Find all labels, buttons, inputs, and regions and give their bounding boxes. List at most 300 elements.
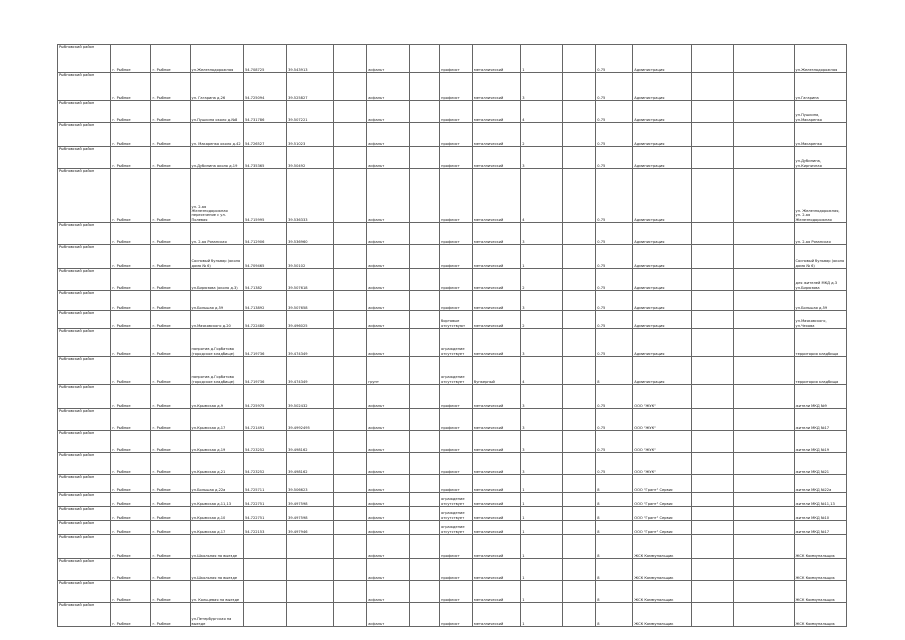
table-cell: профлист bbox=[440, 147, 473, 169]
table-cell: ограждение отсутствует bbox=[440, 521, 473, 535]
table-cell: ул. Макаренко около д.42 bbox=[190, 123, 243, 147]
table-cell: 3 bbox=[521, 291, 563, 311]
table-cell: Рыбновский район bbox=[58, 245, 111, 269]
table-cell: 1 bbox=[521, 559, 563, 581]
table-cell: 54.731786 bbox=[243, 101, 286, 123]
table-cell: 0.75 bbox=[596, 147, 633, 169]
table-cell bbox=[733, 147, 794, 169]
table-cell: 0.75 bbox=[596, 385, 633, 409]
table-cell: г. Рыбное bbox=[151, 269, 190, 291]
table-cell bbox=[563, 123, 596, 147]
table-cell: 39.507618 bbox=[287, 269, 334, 291]
table-cell: металлический bbox=[473, 385, 521, 409]
table-cell bbox=[334, 475, 367, 493]
table-cell bbox=[410, 169, 440, 223]
table-cell: профлист bbox=[440, 291, 473, 311]
table-cell: г. Рыбное bbox=[111, 535, 151, 559]
table-cell bbox=[334, 581, 367, 603]
table-cell: 3 bbox=[521, 431, 563, 453]
table-cell: асфальт bbox=[367, 169, 410, 223]
table-cell: 1 bbox=[521, 581, 563, 603]
table-cell bbox=[733, 73, 794, 101]
table-cell: г. Рыбное bbox=[151, 169, 190, 223]
table-cell: 0.75 bbox=[596, 291, 633, 311]
table-cell bbox=[733, 385, 794, 409]
table-cell bbox=[691, 409, 733, 431]
table-cell bbox=[691, 493, 733, 507]
table-row bbox=[58, 291, 847, 311]
table-cell: ул.Крымская д.17 bbox=[190, 409, 243, 431]
table-cell: г. Рыбное bbox=[111, 223, 151, 245]
table-cell bbox=[410, 329, 440, 357]
table-cell: Администрация bbox=[633, 45, 692, 73]
table-cell: профлист bbox=[440, 559, 473, 581]
table-cell: Рыбновский район bbox=[58, 311, 111, 329]
table-cell: металлический bbox=[473, 269, 521, 291]
table-cell: 3 bbox=[521, 329, 563, 357]
table-cell: Рыбновский район bbox=[58, 101, 111, 123]
table-cell: металлический bbox=[473, 245, 521, 269]
table-cell: Администрация bbox=[633, 223, 692, 245]
table-cell bbox=[691, 291, 733, 311]
table-cell bbox=[563, 223, 596, 245]
table-cell: г. Рыбное bbox=[111, 311, 151, 329]
table-cell: Администрация bbox=[633, 329, 692, 357]
table-cell: Администрация bbox=[633, 311, 692, 329]
table-cell bbox=[691, 475, 733, 493]
table-row bbox=[58, 73, 847, 101]
table-cell: ул.Железнодорожная bbox=[794, 45, 846, 73]
table-cell bbox=[243, 559, 286, 581]
table-cell: профлист bbox=[440, 581, 473, 603]
table-cell: 39.474349 bbox=[287, 357, 334, 385]
table-row bbox=[58, 169, 847, 223]
table-cell: 1 bbox=[521, 245, 563, 269]
table-cell: напротив д.Горбатово (городское кладбище) bbox=[190, 329, 243, 357]
table-cell: 39.506623 bbox=[287, 475, 334, 493]
table-cell: 3 bbox=[521, 73, 563, 101]
table-cell bbox=[410, 521, 440, 535]
table-cell: 54.722751 bbox=[243, 493, 286, 507]
table-cell: профлист bbox=[440, 431, 473, 453]
table-cell: 54.722480 bbox=[243, 311, 286, 329]
table-row bbox=[58, 453, 847, 475]
table-cell: ул.Пушкина около д.№8 bbox=[190, 101, 243, 123]
table-cell: ЖСК Коммунальщик bbox=[633, 581, 692, 603]
table-cell: 39.498162 bbox=[287, 431, 334, 453]
table-cell bbox=[691, 357, 733, 385]
table-cell: 0.75 bbox=[596, 169, 633, 223]
table-cell bbox=[733, 357, 794, 385]
table-cell: напротив д.Горбатово (городское кладбище) bbox=[190, 357, 243, 385]
table-cell bbox=[733, 245, 794, 269]
table-cell: 39.536960 bbox=[287, 223, 334, 245]
table-cell bbox=[334, 291, 367, 311]
table-cell bbox=[410, 291, 440, 311]
table-cell: ограждение отсутствует bbox=[440, 493, 473, 507]
table-cell: г. Рыбное bbox=[151, 559, 190, 581]
table-cell: ул.Школьная на выезде bbox=[190, 559, 243, 581]
table-cell: 3 bbox=[521, 385, 563, 409]
table-cell: г. Рыбное bbox=[111, 453, 151, 475]
table-cell: асфальт bbox=[367, 385, 410, 409]
table-row bbox=[58, 521, 847, 535]
table-cell bbox=[563, 559, 596, 581]
table-cell: 0.75 bbox=[596, 431, 633, 453]
table-cell: 0.75 bbox=[596, 45, 633, 73]
table-cell: 0.75 bbox=[596, 311, 633, 329]
table-cell: ООО "Грант" Сервис bbox=[633, 521, 692, 535]
table-cell: Администрация bbox=[633, 357, 692, 385]
table-cell: 39.50102 bbox=[287, 245, 334, 269]
table-cell: г. Рыбное bbox=[151, 245, 190, 269]
table-cell bbox=[287, 535, 334, 559]
table-cell: 8 bbox=[596, 475, 633, 493]
table-cell: 54.708725 bbox=[243, 45, 286, 73]
table-cell: г. Рыбное bbox=[111, 559, 151, 581]
table-cell: 54.723252 bbox=[243, 453, 286, 475]
table-cell: 54.713892 bbox=[243, 291, 286, 311]
table-cell bbox=[733, 311, 794, 329]
spreadsheet-page bbox=[57, 44, 847, 627]
table-cell: г. Рыбное bbox=[111, 245, 151, 269]
table-cell: 8 bbox=[596, 507, 633, 521]
table-cell: ул.Железнодорожная bbox=[190, 45, 243, 73]
table-cell: ограждение отсутствует bbox=[440, 357, 473, 385]
table-row bbox=[58, 409, 847, 431]
table-cell: ул. 2-ая Рязанская bbox=[794, 223, 846, 245]
table-cell: ЖСК Коммунальщик bbox=[794, 559, 846, 581]
table-cell bbox=[691, 73, 733, 101]
table-cell bbox=[410, 475, 440, 493]
table-cell bbox=[691, 581, 733, 603]
table-cell: жители МКД №11,13 bbox=[794, 493, 846, 507]
table-cell: г. Рыбное bbox=[151, 493, 190, 507]
table-cell bbox=[733, 507, 794, 521]
table-cell: асфальт bbox=[367, 245, 410, 269]
table-cell: Администрация bbox=[633, 101, 692, 123]
table-cell: г. Рыбное bbox=[151, 291, 190, 311]
table-cell: асфальт bbox=[367, 581, 410, 603]
table-cell: профлист bbox=[440, 453, 473, 475]
table-cell: ООО "ЖУК" bbox=[633, 385, 692, 409]
table-cell: асфальт bbox=[367, 507, 410, 521]
table-cell: Рыбновский район bbox=[58, 269, 111, 291]
table-cell: г. Рыбное bbox=[111, 431, 151, 453]
table-cell: г. Рыбное bbox=[151, 311, 190, 329]
table-cell: ул. 2-ая Железнодорожная пересечение с ул. Полевая bbox=[190, 169, 243, 223]
table-cell: г. Рыбное bbox=[151, 147, 190, 169]
table-cell: ул. Гагарина д.26 bbox=[190, 73, 243, 101]
table-cell: Администрация bbox=[633, 73, 692, 101]
table-cell bbox=[691, 101, 733, 123]
table-cell: металлический bbox=[473, 475, 521, 493]
table-cell bbox=[563, 475, 596, 493]
table-cell: металлический bbox=[473, 329, 521, 357]
table-cell: г. Рыбное bbox=[111, 269, 151, 291]
table-cell: 3 bbox=[521, 223, 563, 245]
table-cell bbox=[563, 147, 596, 169]
table-cell: ул.Крымская д.10 bbox=[190, 507, 243, 521]
table-cell: 3 bbox=[521, 147, 563, 169]
table-cell bbox=[691, 535, 733, 559]
table-cell bbox=[334, 269, 367, 291]
table-cell: Рыбновский район bbox=[58, 147, 111, 169]
table-cell: профлист bbox=[440, 409, 473, 431]
table-cell: 54.719736 bbox=[243, 329, 286, 357]
table-cell bbox=[410, 409, 440, 431]
table-cell: жители МКД №10 bbox=[794, 507, 846, 521]
table-cell: ул.Маяковского, ул.Чехова bbox=[794, 311, 846, 329]
table-cell: 8 bbox=[596, 357, 633, 385]
table-row bbox=[58, 101, 847, 123]
table-row bbox=[58, 357, 847, 385]
table-cell: ул.Большая д.59 bbox=[190, 291, 243, 311]
table-cell: Администрация bbox=[633, 291, 692, 311]
table-cell: Рыбновский район bbox=[58, 603, 111, 627]
table-cell: асфальт bbox=[367, 453, 410, 475]
table-cell: 54.725711 bbox=[243, 475, 286, 493]
table-cell: 0.75 bbox=[596, 409, 633, 431]
table-row bbox=[58, 329, 847, 357]
table-cell bbox=[691, 603, 733, 627]
table-cell bbox=[243, 603, 286, 627]
table-cell: асфальт bbox=[367, 223, 410, 245]
table-cell: жители МКД №9 bbox=[794, 385, 846, 409]
table-cell: профлист bbox=[440, 603, 473, 627]
table-cell: г. Рыбное bbox=[111, 123, 151, 147]
table-cell: 54.726527 bbox=[243, 123, 286, 147]
table-cell: ул. 2-ая Рязанская bbox=[190, 223, 243, 245]
table-cell: асфальт bbox=[367, 311, 410, 329]
table-cell bbox=[563, 101, 596, 123]
table-body bbox=[58, 45, 847, 627]
table-cell: жители МКД №17 bbox=[794, 521, 846, 535]
table-cell: металлический bbox=[473, 521, 521, 535]
table-cell bbox=[733, 431, 794, 453]
table-cell: 3 bbox=[521, 409, 563, 431]
table-cell: Рыбновский район bbox=[58, 453, 111, 475]
table-cell: 54.712906 bbox=[243, 223, 286, 245]
table-cell: ООО "ЖУК" bbox=[633, 431, 692, 453]
table-cell: Рыбновский район bbox=[58, 123, 111, 147]
table-cell bbox=[563, 357, 596, 385]
table-cell: ул. Железнодорожная, ул. 2-ая Железнодорожная bbox=[794, 169, 846, 223]
table-cell bbox=[733, 493, 794, 507]
table-cell bbox=[287, 581, 334, 603]
table-cell bbox=[733, 475, 794, 493]
table-cell: г. Рыбное bbox=[111, 147, 151, 169]
table-cell: г. Рыбное bbox=[151, 507, 190, 521]
table-cell: металлический bbox=[473, 493, 521, 507]
table-cell bbox=[334, 123, 367, 147]
table-cell: г. Рыбное bbox=[151, 581, 190, 603]
table-cell bbox=[733, 521, 794, 535]
table-cell: профлист bbox=[440, 535, 473, 559]
table-cell bbox=[334, 169, 367, 223]
table-cell bbox=[733, 603, 794, 627]
table-row bbox=[58, 431, 847, 453]
table-cell: металлический bbox=[473, 101, 521, 123]
table-cell bbox=[691, 453, 733, 475]
table-cell bbox=[410, 123, 440, 147]
table-cell bbox=[243, 535, 286, 559]
table-cell: бункерный bbox=[473, 357, 521, 385]
table-cell: ул.Дубинина около д.19 bbox=[190, 147, 243, 169]
table-cell: 39.497598 bbox=[287, 493, 334, 507]
table-cell: 0.75 bbox=[596, 329, 633, 357]
table-cell: г. Рыбное bbox=[151, 453, 190, 475]
table-cell bbox=[334, 223, 367, 245]
table-cell: Рыбновский район bbox=[58, 535, 111, 559]
table-cell bbox=[691, 559, 733, 581]
table-cell: ЖСК Коммунальщик bbox=[633, 535, 692, 559]
table-cell: Рыбновский район bbox=[58, 559, 111, 581]
table-row bbox=[58, 123, 847, 147]
table-cell bbox=[334, 45, 367, 73]
table-cell: ул.Школьная на выезде bbox=[190, 535, 243, 559]
table-row bbox=[58, 581, 847, 603]
table-cell: г. Рыбное bbox=[111, 603, 151, 627]
table-row bbox=[58, 223, 847, 245]
table-cell: ул.Бирюзова (около д.3) bbox=[190, 269, 243, 291]
table-cell: асфальт bbox=[367, 409, 410, 431]
table-cell: 39.498162 bbox=[287, 453, 334, 475]
table-cell: профлист bbox=[440, 123, 473, 147]
table-cell bbox=[243, 581, 286, 603]
table-cell bbox=[410, 147, 440, 169]
table-cell: Администрация bbox=[633, 123, 692, 147]
table-cell: 4 bbox=[521, 357, 563, 385]
table-cell bbox=[410, 45, 440, 73]
table-cell: Администрация bbox=[633, 269, 692, 291]
table-cell bbox=[691, 123, 733, 147]
table-cell bbox=[563, 73, 596, 101]
table-cell bbox=[563, 291, 596, 311]
table-cell: ул.Петербургская на выезде bbox=[190, 603, 243, 627]
table-cell bbox=[410, 245, 440, 269]
table-cell bbox=[563, 493, 596, 507]
table-cell: 0.75 bbox=[596, 73, 633, 101]
table-cell: г. Рыбное bbox=[151, 329, 190, 357]
table-cell: г. Рыбное bbox=[151, 535, 190, 559]
table-cell bbox=[410, 73, 440, 101]
table-cell bbox=[733, 45, 794, 73]
table-cell: 1 bbox=[521, 45, 563, 73]
table-cell: 1 bbox=[521, 507, 563, 521]
table-cell: ООО "ЖУК" bbox=[633, 453, 692, 475]
table-cell: г. Рыбное bbox=[151, 101, 190, 123]
table-cell: 8 bbox=[596, 535, 633, 559]
table-cell: Рыбновский район bbox=[58, 329, 111, 357]
table-cell bbox=[563, 453, 596, 475]
table-cell: металлический bbox=[473, 581, 521, 603]
table-cell: жители МКД №22а bbox=[794, 475, 846, 493]
table-cell: 0.75 bbox=[596, 269, 633, 291]
table-cell: 2 bbox=[521, 269, 563, 291]
table-row bbox=[58, 475, 847, 493]
table-cell: металлический bbox=[473, 291, 521, 311]
table-cell bbox=[410, 559, 440, 581]
table-cell: профлист bbox=[440, 45, 473, 73]
table-cell: 54.725975 bbox=[243, 385, 286, 409]
table-cell: г. Рыбное bbox=[151, 73, 190, 101]
table-cell: 0.75 bbox=[596, 453, 633, 475]
table-cell: г. Рыбное bbox=[111, 521, 151, 535]
table-cell bbox=[334, 385, 367, 409]
table-cell: жители МКД №17 bbox=[794, 409, 846, 431]
table-cell: ЖСК Коммунальщик bbox=[633, 559, 692, 581]
table-cell bbox=[410, 269, 440, 291]
table-cell: ООО "Грант" Сервис bbox=[633, 493, 692, 507]
table-cell: металлический bbox=[473, 45, 521, 73]
table-cell bbox=[410, 581, 440, 603]
table-cell: Рыбновский район bbox=[58, 357, 111, 385]
table-cell: 39.507658 bbox=[287, 291, 334, 311]
table-cell bbox=[691, 223, 733, 245]
table-cell bbox=[334, 493, 367, 507]
table-cell: металлический bbox=[473, 453, 521, 475]
table-cell: Рыбновский район bbox=[58, 169, 111, 223]
table-cell: г. Рыбное bbox=[151, 45, 190, 73]
table-cell: территория кладбища bbox=[794, 329, 846, 357]
table-cell bbox=[334, 329, 367, 357]
table-cell: г. Рыбное bbox=[111, 581, 151, 603]
table-cell: 2 bbox=[521, 123, 563, 147]
table-cell: ул.Большая д.59 bbox=[794, 291, 846, 311]
table-cell: 39.543913 bbox=[287, 45, 334, 73]
table-cell: металлический bbox=[473, 169, 521, 223]
table-cell bbox=[691, 507, 733, 521]
table-row bbox=[58, 147, 847, 169]
table-cell bbox=[563, 169, 596, 223]
table-cell: металлический bbox=[473, 431, 521, 453]
table-cell bbox=[563, 535, 596, 559]
table-cell: 39.496025 bbox=[287, 311, 334, 329]
table-cell: Рыбновский район bbox=[58, 493, 111, 507]
table-cell bbox=[733, 223, 794, 245]
table-cell bbox=[410, 223, 440, 245]
table-cell: территория кладбища bbox=[794, 357, 846, 385]
table-cell: профлист bbox=[440, 223, 473, 245]
data-table bbox=[57, 44, 847, 627]
table-cell: г. Рыбное bbox=[151, 431, 190, 453]
table-cell: асфальт bbox=[367, 475, 410, 493]
table-cell: металлический bbox=[473, 147, 521, 169]
table-cell: Рыбновский район bbox=[58, 409, 111, 431]
table-cell: г. Рыбное bbox=[111, 329, 151, 357]
table-cell: 54.71382 bbox=[243, 269, 286, 291]
table-cell bbox=[733, 409, 794, 431]
table-cell: 1 bbox=[521, 493, 563, 507]
table-cell: 54.725094 bbox=[243, 73, 286, 101]
table-cell: асфальт bbox=[367, 431, 410, 453]
table-cell: 39.4992495 bbox=[287, 409, 334, 431]
table-cell: асфальт bbox=[367, 603, 410, 627]
table-cell: 8 bbox=[596, 581, 633, 603]
table-cell bbox=[563, 603, 596, 627]
table-cell: ул.Большая д.22а bbox=[190, 475, 243, 493]
table-cell: 1 bbox=[521, 475, 563, 493]
table-cell: 39.497598 bbox=[287, 507, 334, 521]
table-cell bbox=[733, 329, 794, 357]
table-row bbox=[58, 385, 847, 409]
table-row bbox=[58, 311, 847, 329]
table-cell bbox=[410, 535, 440, 559]
table-cell: 3 bbox=[521, 453, 563, 475]
table-cell: г. Рыбное bbox=[111, 291, 151, 311]
table-cell: ООО "Грант" Сервис bbox=[633, 475, 692, 493]
